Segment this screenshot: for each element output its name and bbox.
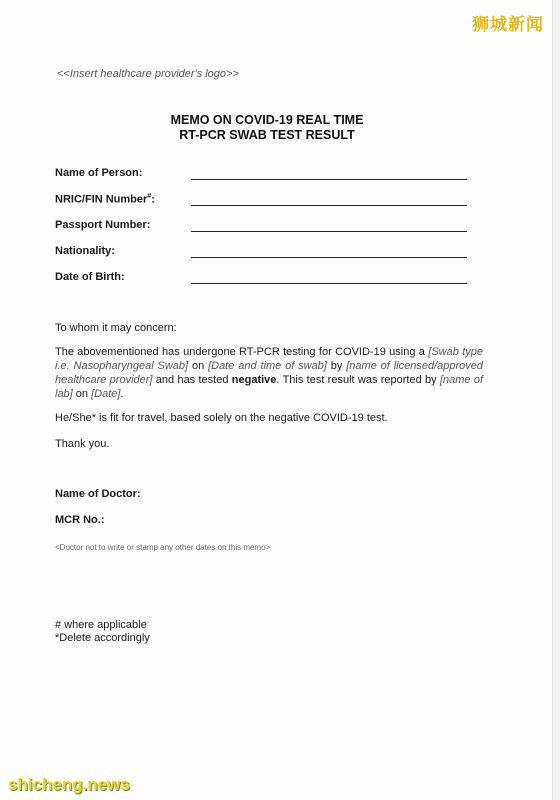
mcr-number-label: MCR No.:: [55, 514, 105, 526]
date-of-birth-label: Date of Birth:: [55, 271, 125, 283]
nationality-field[interactable]: [191, 257, 467, 258]
nric-fin-label-text: NRIC/FIN Number: [55, 193, 148, 206]
result-text-4: and has tested: [152, 374, 232, 386]
negative-result-text: negative: [231, 374, 277, 386]
lab-placeholder: [name of lab]: [55, 374, 484, 400]
doctor-name-label: Name of Doctor:: [55, 488, 141, 500]
memo-title-line2: RT-PCR SWAB TEST RESULT: [179, 128, 355, 142]
passport-number-field[interactable]: [191, 231, 467, 232]
name-of-person-field[interactable]: [191, 179, 467, 180]
provider-placeholder: [name of licensed/approved healthcare provider]: [55, 360, 483, 386]
doctor-date-note: <Doctor not to write or stamp any other dates on this memo>: [55, 543, 271, 552]
report-date-placeholder: [Date]: [91, 388, 121, 400]
watermark-logo-top: 狮城新闻: [472, 15, 544, 34]
footnote-delete-accordingly: *Delete accordingly: [55, 632, 150, 644]
result-text-2: on: [188, 360, 209, 372]
footnote-where-applicable: # where applicable: [55, 619, 147, 631]
result-text-7: .: [120, 388, 124, 400]
result-text-6: on: [72, 388, 92, 400]
nationality-label: Nationality:: [55, 245, 115, 257]
salutation: To whom it may concern:: [55, 322, 177, 334]
result-paragraph: [55, 345, 483, 401]
passport-number-label: Passport Number:: [55, 219, 151, 231]
swab-type-placeholder: [Swab type i.e. Nasopharyngeal Swab]: [55, 346, 483, 372]
nric-fin-label-colon: :: [151, 193, 155, 206]
swab-date-placeholder: [Date and time of swab]: [208, 360, 327, 372]
date-of-birth-field[interactable]: [191, 283, 467, 284]
nric-footnote-mark: #: [147, 193, 152, 200]
logo-placeholder: <<Insert healthcare provider's logo>>: [57, 68, 239, 80]
result-text-3: by: [326, 360, 347, 372]
name-of-person-label: Name of Person:: [55, 167, 143, 179]
memo-title-line1: MEMO ON COVID-19 REAL TIME: [170, 113, 364, 127]
nric-fin-label: [55, 193, 155, 206]
nric-fin-field[interactable]: [191, 205, 467, 206]
fit-for-travel-text: He/She* is fit for travel, based solely on the negative COVID-19 test.: [55, 412, 388, 424]
thank-you-text: Thank you.: [55, 438, 110, 450]
result-text-1: The abovementioned has undergone RT-PCR testing for COVID-19 using a: [55, 346, 429, 358]
watermark-site-bottom: shicheng.news: [8, 775, 130, 794]
result-text-5: . This test result was reported by: [276, 374, 440, 386]
